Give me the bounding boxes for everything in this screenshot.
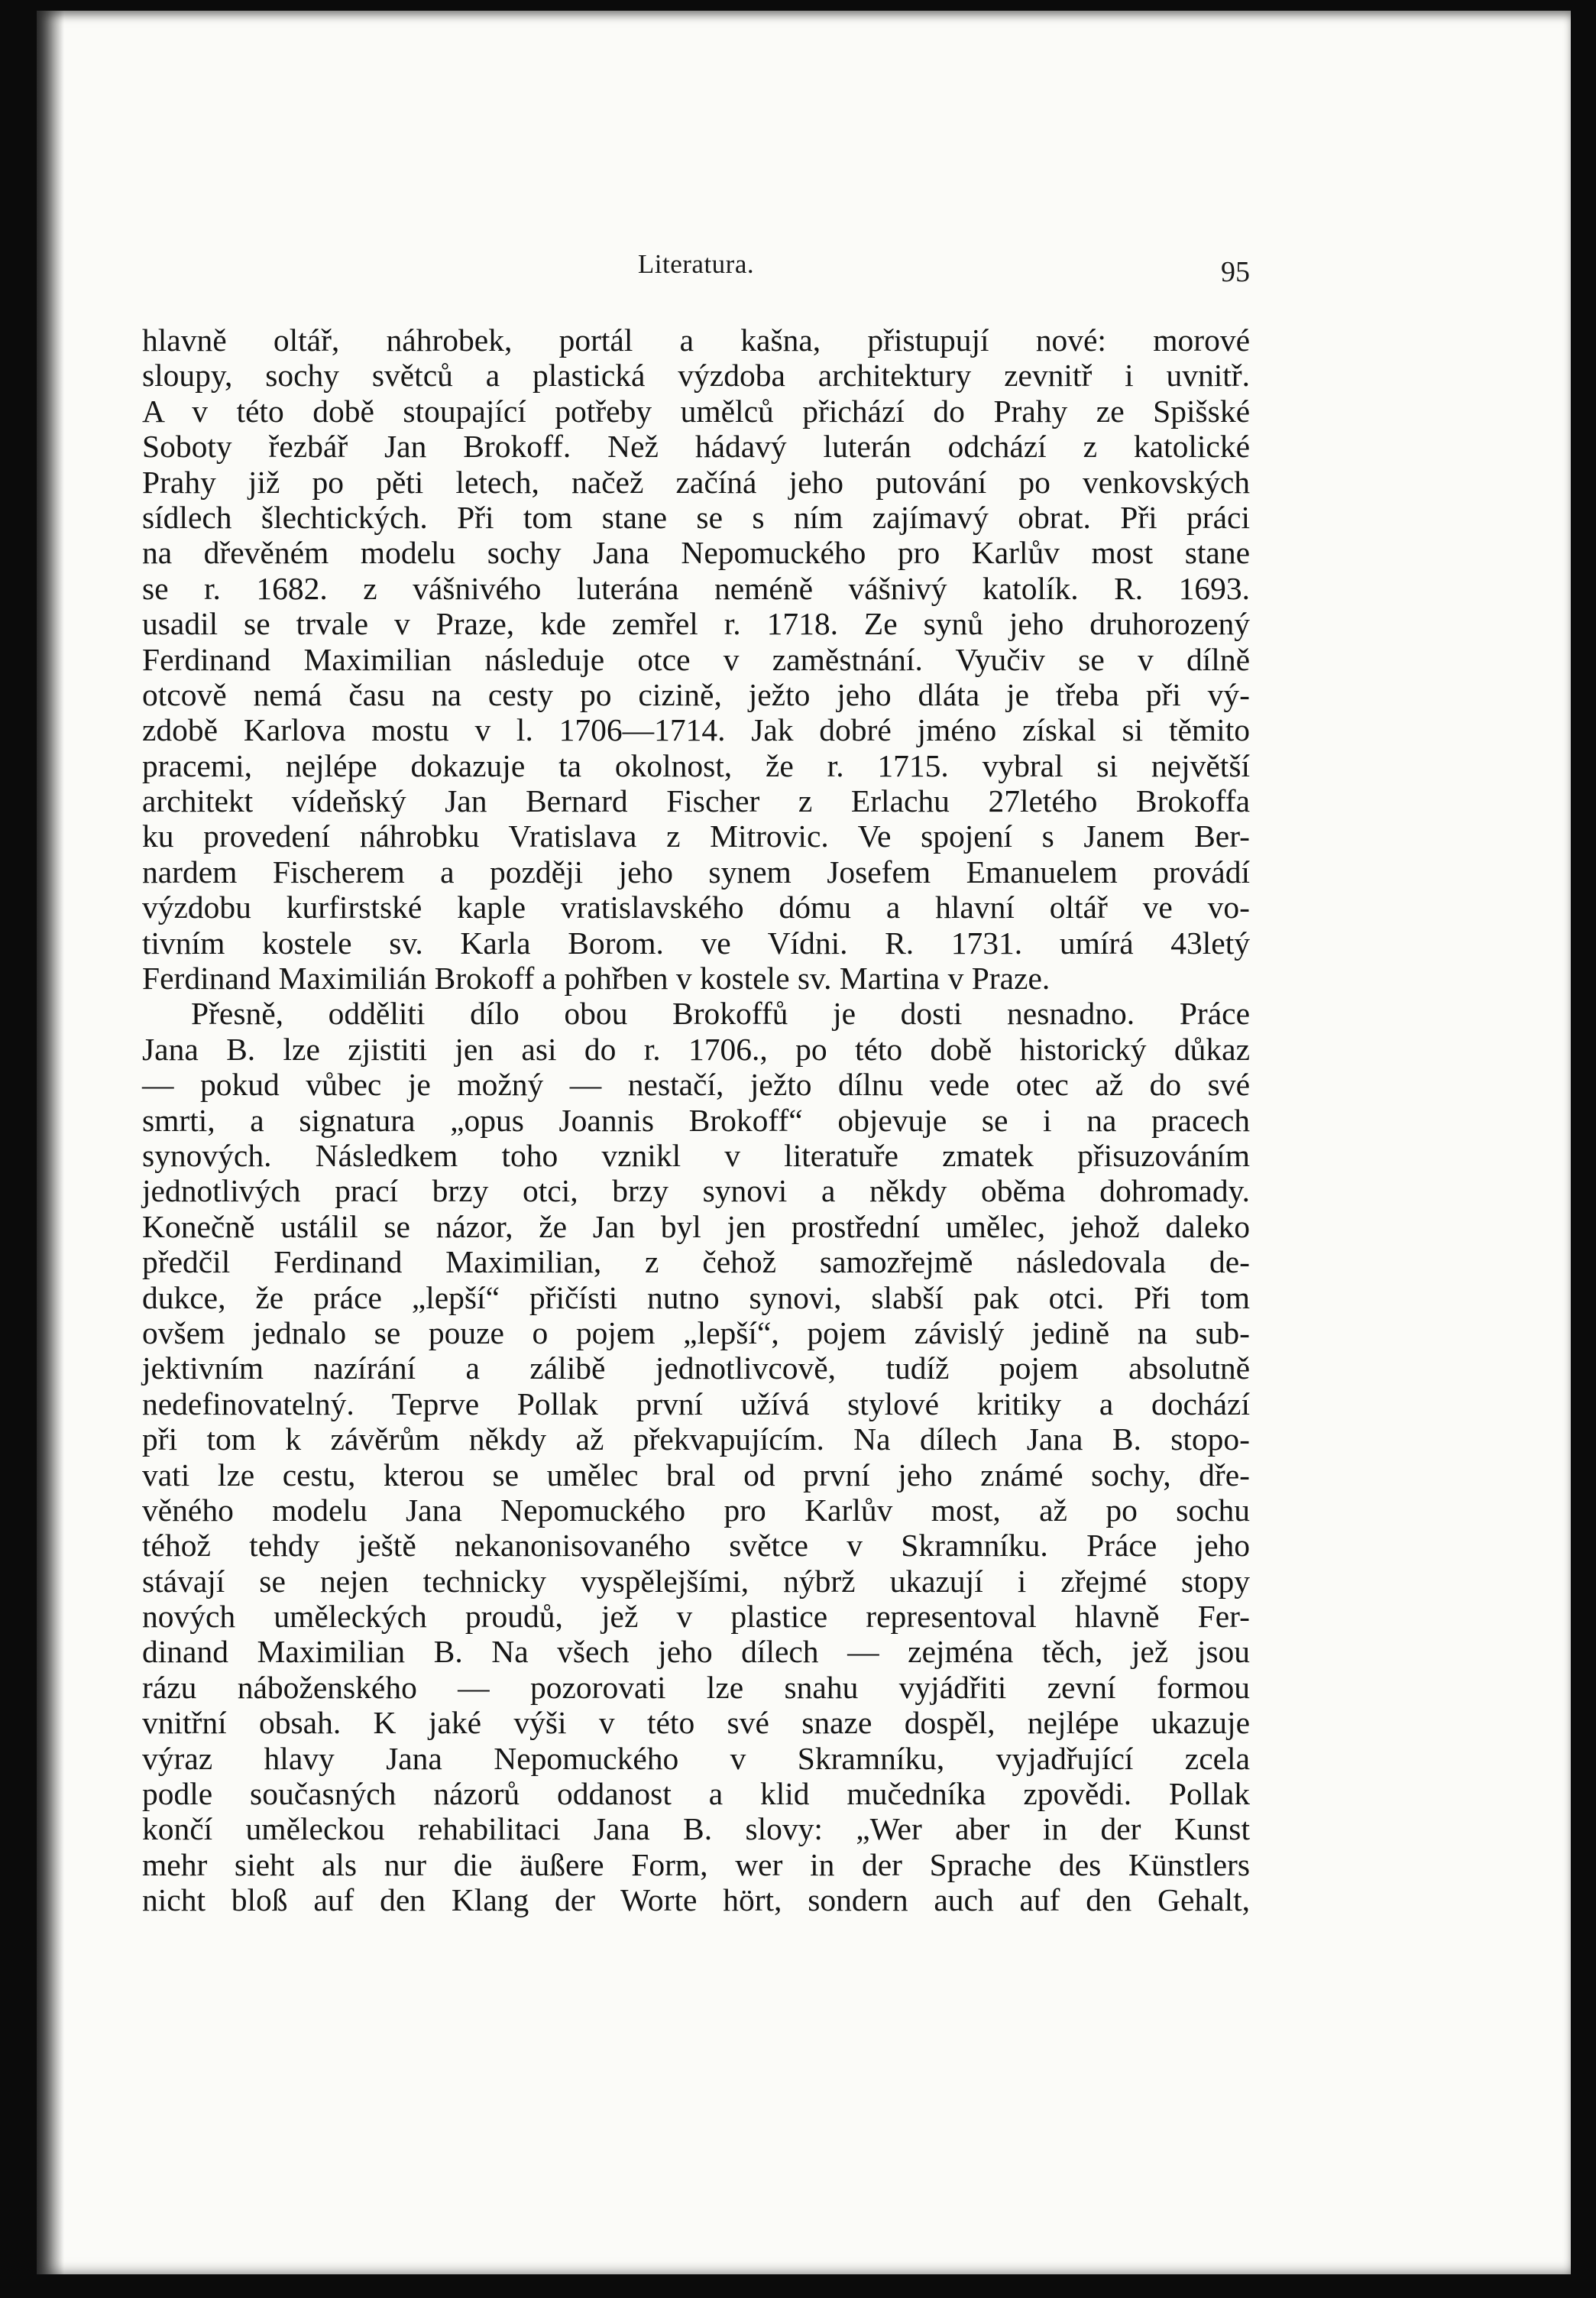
text-line: otcově nemá času na cesty po cizině, ježto jeho dláta je třeba při vý- (142, 676, 1250, 712)
text-line: Přesně, odděliti dílo obou Brokoffů je dosti nesnadno. Práce (191, 996, 1250, 1032)
text-line: — pokud vůbec je možný — nestačí, ježto dílnu vede otec až do své (142, 1067, 1250, 1103)
text-line: výzdobu kurfirstské kaple vratislavského dómu a hlavní oltář ve vo- (142, 890, 1250, 925)
text-line: A v této době stoupající potřeby umělců přichází do Prahy ze Spišské (142, 393, 1250, 429)
text-line: při tom k závěrům někdy až překvapujícím. Na dílech Jana B. stopo- (142, 1421, 1250, 1457)
text-line: pracemi, nejlépe dokazuje ta okolnost, že r. 1715. vybral si největší (142, 747, 1250, 783)
text-line: smrti, a signatura „opus Joannis Brokoff“ objevuje se i na pracech (142, 1102, 1250, 1138)
text-line: výraz hlavy Jana Nepomuckého v Skramníku, vyjadřující zcela (142, 1740, 1250, 1776)
text-line: nicht bloß auf den Klang der Worte hört, sondern auch auf den Gehalt, (142, 1882, 1250, 1918)
text-line: usadil se trvale v Praze, kde zemřel r. 1718. Ze synů jeho druhorozený (142, 606, 1250, 642)
text-line: tivním kostele sv. Karla Borom. ve Vídni. R. 1731. umírá 43letý (142, 925, 1250, 961)
binding-shadow (37, 11, 64, 2274)
text-line: nedefinovatelný. Teprve Pollak první užívá stylové kritiky a dochází (142, 1386, 1250, 1421)
text-line: Konečně ustálil se názor, že Jan byl jen prostřední umělec, jehož daleko (142, 1208, 1250, 1244)
text-line: podle současných názorů oddanost a klid mučedníka zpovědi. Pollak (142, 1776, 1250, 1812)
text-line: dinand Maximilian B. Na všech jeho dílech — zejména těch, jež jsou (142, 1634, 1250, 1670)
text-line: vati lze cestu, kterou se umělec bral od první jeho známé sochy, dře- (142, 1457, 1250, 1493)
text-line: na dřevěném modelu sochy Jana Nepomuckého pro Karlův most stane (142, 535, 1250, 571)
text-line: se r. 1682. z vášnivého luterána neméně vášnivý katolík. R. 1693. (142, 570, 1250, 606)
text-line: hlavně oltář, náhrobek, portál a kašna, přistupují nové: morové (142, 322, 1250, 358)
text-line: věného modelu Jana Nepomuckého pro Karlův most, až po sochu (142, 1492, 1250, 1528)
text-line: nardem Fischerem a později jeho synem Josefem Emanuelem provádí (142, 854, 1250, 890)
text-line: sloupy, sochy světců a plastická výzdoba architektury zevnitř i uvnitř. (142, 358, 1250, 394)
text-line: jednotlivých prací brzy otci, brzy synovi a někdy oběma dohromady. (142, 1173, 1250, 1209)
text-line: Jana B. lze zjistiti jen asi do r. 1706., po této době historický důkaz (142, 1031, 1250, 1067)
text-line: téhož tehdy ještě nekanonisovaného světce v Skramníku. Práce jeho (142, 1528, 1250, 1564)
running-head: Literatura. (637, 249, 755, 279)
text-line: Prahy již po pěti letech, načež začíná jeho putování po venkovských (142, 464, 1250, 500)
text-line: ku provedení náhrobku Vratislava z Mitrovic. Ve spojení s Janem Ber- (142, 818, 1250, 854)
text-line: dukce, že práce „lepší“ přičísti nutno synovi, slabší pak otci. Při tom (142, 1279, 1250, 1315)
text-line: končí uměleckou rehabilitaci Jana B. slovy: „Wer aber in der Kunst (142, 1811, 1250, 1847)
text-line: Ferdinand Maximilián Brokoff a pohřben v kostele sv. Martina v Praze. (142, 961, 1051, 997)
text-line: rázu náboženského — pozorovati lze snahu vyjádřiti zevní formou (142, 1669, 1250, 1705)
text-line: mehr sieht als nur die äußere Form, wer in der Sprache des Künstlers (142, 1846, 1250, 1882)
text-line: architekt vídeňský Jan Bernard Fischer z Erlachu 27letého Brokoffa (142, 783, 1250, 819)
page-number: 95 (1221, 256, 1250, 288)
text-line: předčil Ferdinand Maximilian, z čehož samozřejmě následovala de- (142, 1244, 1250, 1280)
text-line: synových. Následkem toho vznikl v literatuře zmatek přisuzováním (142, 1137, 1250, 1173)
text-line: Ferdinand Maximilian následuje otce v zaměstnání. Vyučiv se v dílně (142, 641, 1250, 677)
body-text (142, 322, 1250, 1918)
text-line: Soboty řezbář Jan Brokoff. Než hádavý luterán odchází z katolické (142, 429, 1250, 465)
text-line: stávají se nejen technicky vyspělejšími, nýbrž ukazují i zřejmé stopy (142, 1563, 1250, 1599)
text-line: ovšem jednalo se pouze o pojem „lepší“, pojem závislý jedině na sub- (142, 1314, 1250, 1350)
text-line: sídlech šlechtických. Při tom stane se s ním zajímavý obrat. Při práci (142, 499, 1250, 535)
text-line: jektivním nazírání a zálibě jednotlivcově, tudíž pojem absolutně (142, 1350, 1250, 1386)
text-line: zdobě Karlova mostu v l. 1706—1714. Jak dobré jméno získal si těmito (142, 712, 1250, 748)
text-line: nových uměleckých proudů, jež v plastice representoval hlavně Fer- (142, 1599, 1250, 1635)
page-header (142, 245, 1250, 290)
text-line: vnitřní obsah. K jaké výši v této své snaze dospěl, nejlépe ukazuje (142, 1705, 1250, 1741)
